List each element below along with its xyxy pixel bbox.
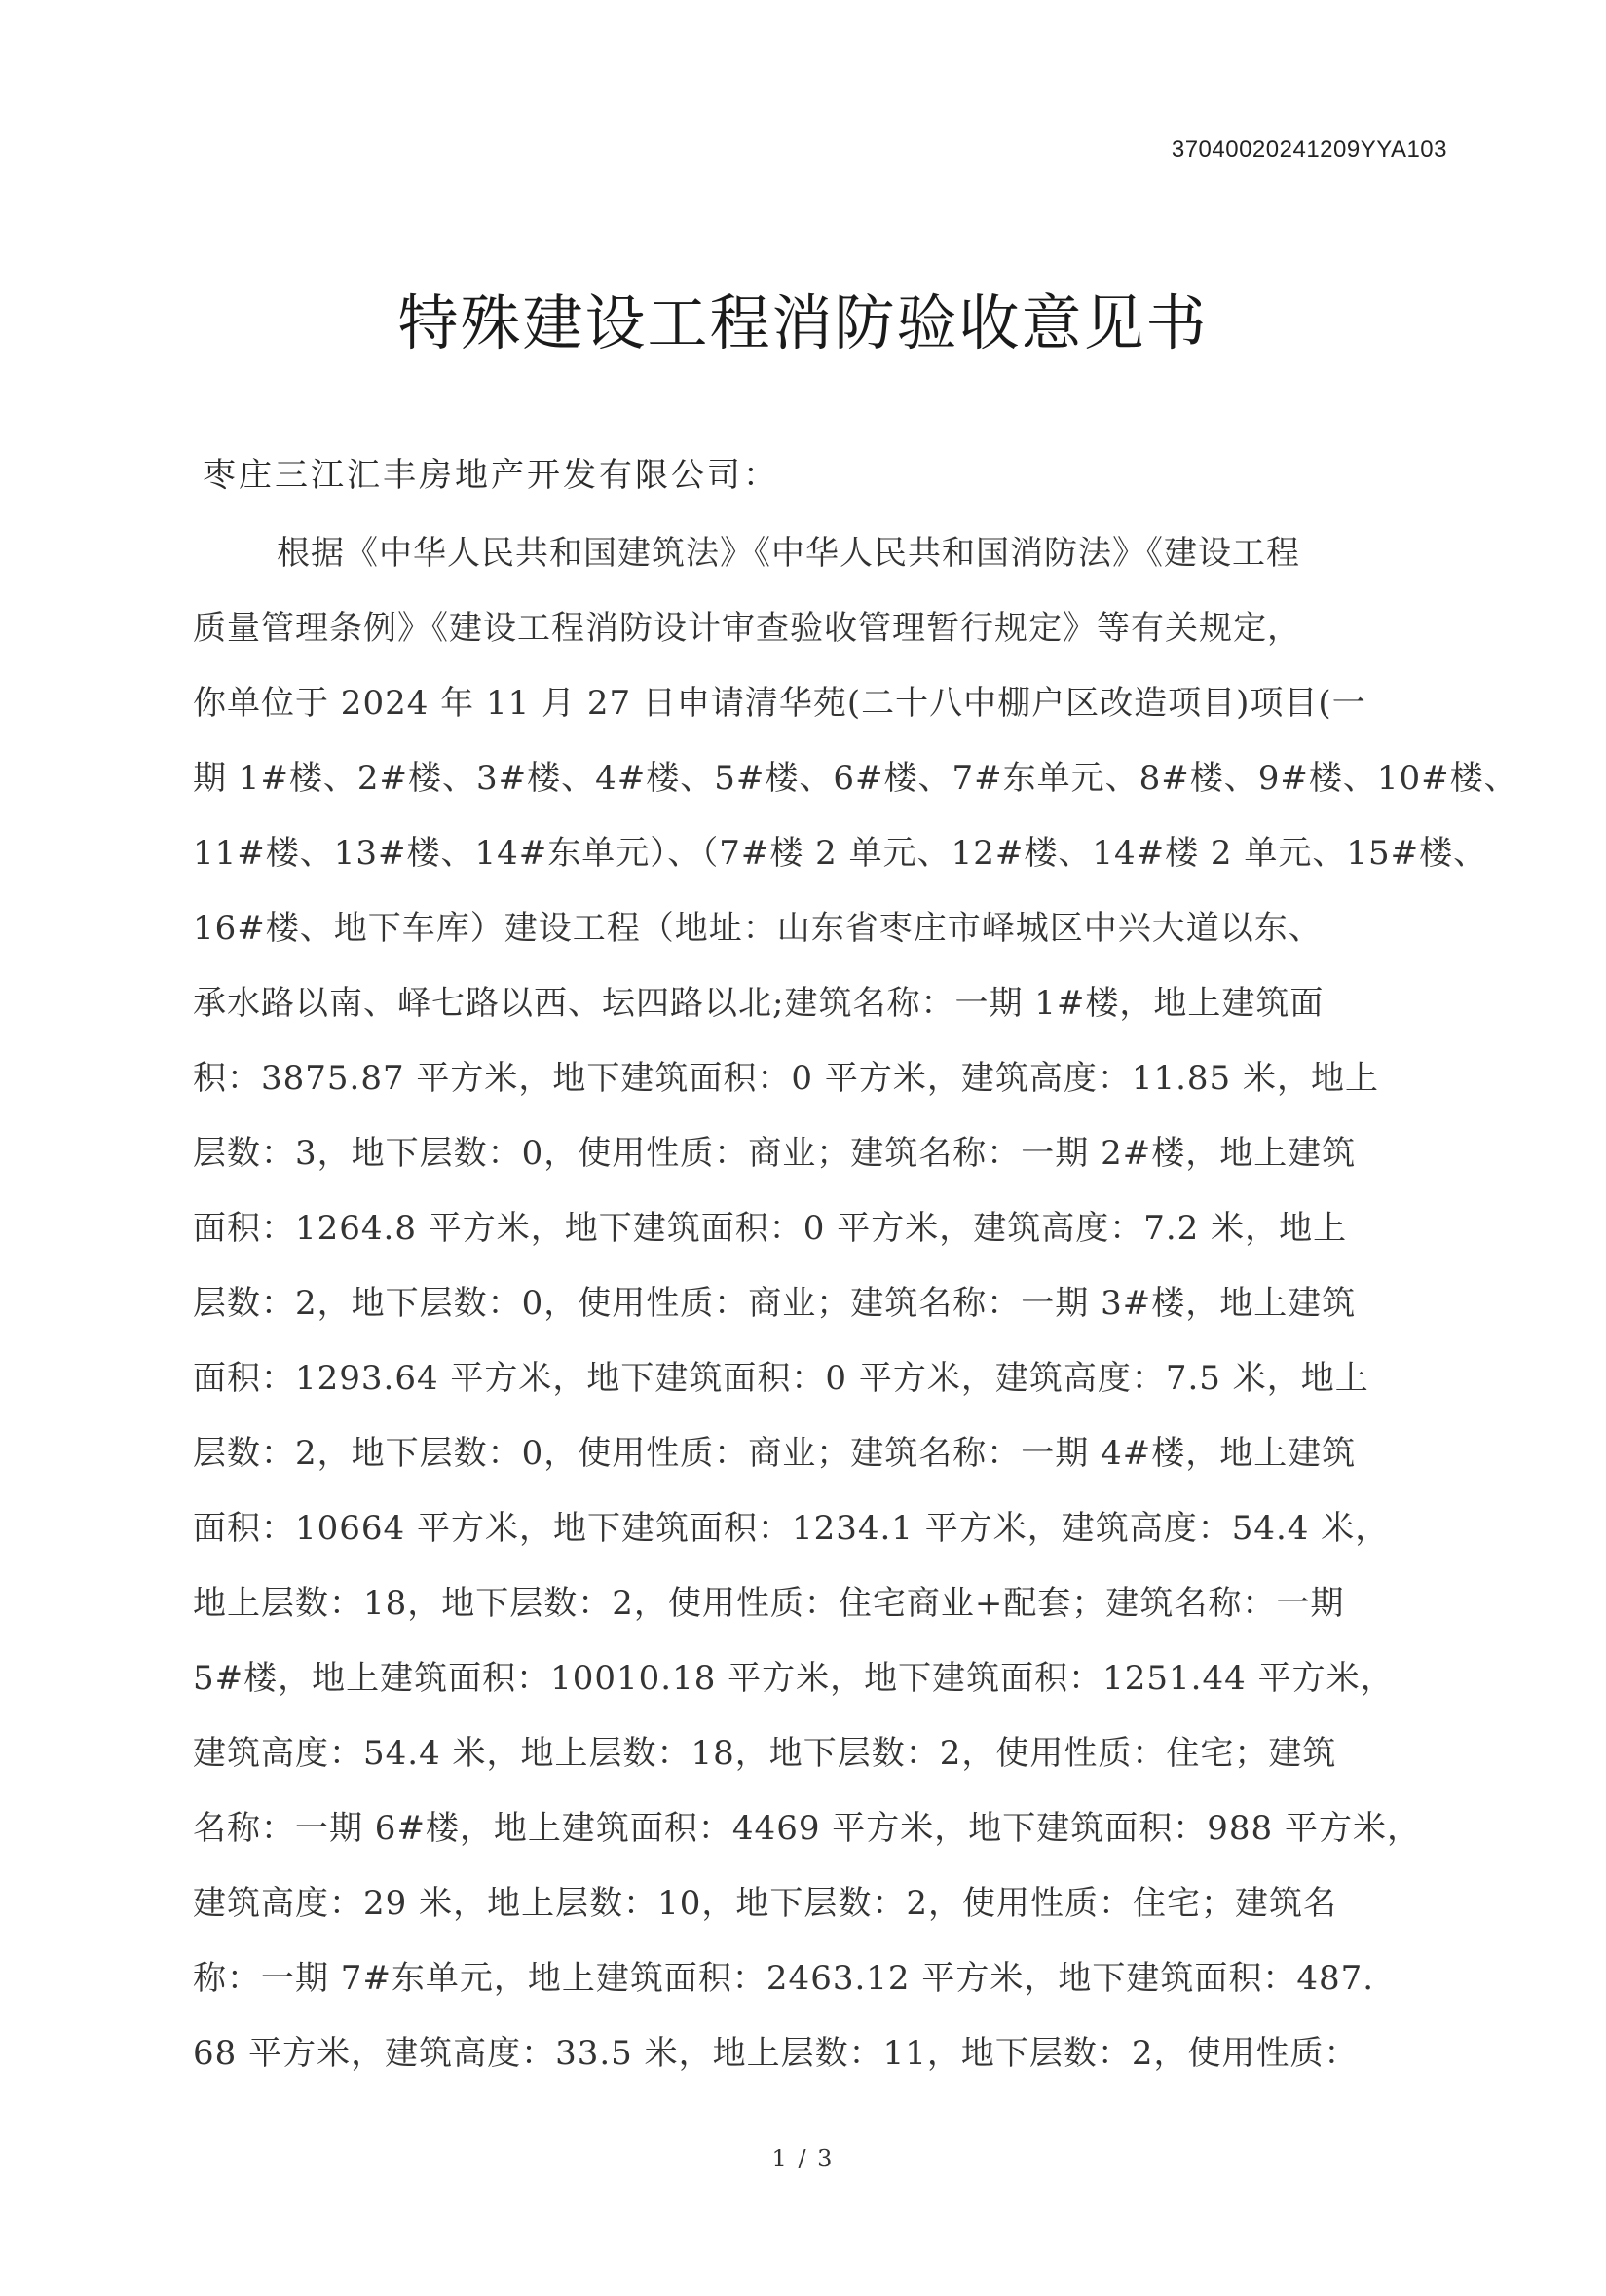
document-number: 37040020241209YYA103: [1171, 136, 1447, 163]
body-line: 你单位于 2024 年 11 月 27 日申请清华苑(二十八中棚户区改造项目)项目(一: [193, 684, 1366, 723]
body-line: 建筑高度：54.4 米，地上层数：18，地下层数：2，使用性质：住宅；建筑: [193, 1734, 1337, 1773]
body-text: [193, 516, 1518, 2091]
body-line: 地上层数：18，地下层数：2，使用性质：住宅商业+配套；建筑名称：一期: [193, 1584, 1345, 1623]
body-line: 层数：2，地下层数：0，使用性质：商业；建筑名称：一期 4#楼，地上建筑: [193, 1434, 1357, 1473]
body-line: 积：3875.87 平方米，地下建筑面积：0 平方米，建筑高度：11.85 米，地上: [193, 1059, 1379, 1098]
body-line: 层数：3，地下层数：0，使用性质：商业；建筑名称：一期 2#楼，地上建筑: [193, 1134, 1357, 1173]
recipient-line: 枣庄三江汇丰房地产开发有限公司：: [203, 456, 779, 495]
body-line: 68 平方米，建筑高度：33.5 米，地上层数：11，地下层数：2，使用性质：: [193, 2034, 1359, 2073]
body-line: 承水路以南、峄七路以西、坛四路以北;建筑名称：一期 1#楼，地上建筑面: [193, 984, 1325, 1023]
body-line: 建筑高度：29 米，地上层数：10，地下层数：2，使用性质：住宅；建筑名: [193, 1884, 1337, 1923]
body-line: 5#楼，地上建筑面积：10010.18 平方米，地下建筑面积：1251.44 平方米，: [193, 1659, 1395, 1698]
body-line: 称：一期 7#东单元，地上建筑面积：2463.12 平方米，地下建筑面积：487.: [193, 1959, 1375, 1998]
body-line: 名称：一期 6#楼，地上建筑面积：4469 平方米，地下建筑面积：988 平方米，: [193, 1809, 1421, 1848]
body-line: 面积：1293.64 平方米，地下建筑面积：0 平方米，建筑高度：7.5 米，地上: [193, 1359, 1369, 1398]
body-line: 面积：1264.8 平方米，地下建筑面积：0 平方米，建筑高度：7.2 米，地上: [193, 1209, 1348, 1248]
body-line: 面积：10664 平方米，地下建筑面积：1234.1 平方米，建筑高度：54.4 米，: [193, 1509, 1390, 1548]
body-line: 根据《中华人民共和国建筑法》《中华人民共和国消防法》《建设工程: [277, 534, 1300, 573]
body-line: 质量管理条例》《建设工程消防设计审查验收管理暂行规定》等有关规定，: [193, 609, 1301, 648]
body-line: 层数：2，地下层数：0，使用性质：商业；建筑名称：一期 3#楼，地上建筑: [193, 1284, 1357, 1323]
body-line: 期 1#楼、2#楼、3#楼、4#楼、5#楼、6#楼、7#东单元、8#楼、9#楼、10#楼、: [193, 759, 1518, 798]
page-number: 1 / 3: [771, 2145, 835, 2172]
body-line: 11#楼、13#楼、14#东单元）、（7#楼 2 单元、12#楼、14#楼 2 单元、15#楼、: [193, 834, 1488, 873]
document-title: 特殊建设工程消防验收意见书: [397, 287, 1209, 358]
body-line: 16#楼、地下车库）建设工程（地址：山东省枣庄市峄城区中兴大道以东、: [193, 909, 1323, 948]
